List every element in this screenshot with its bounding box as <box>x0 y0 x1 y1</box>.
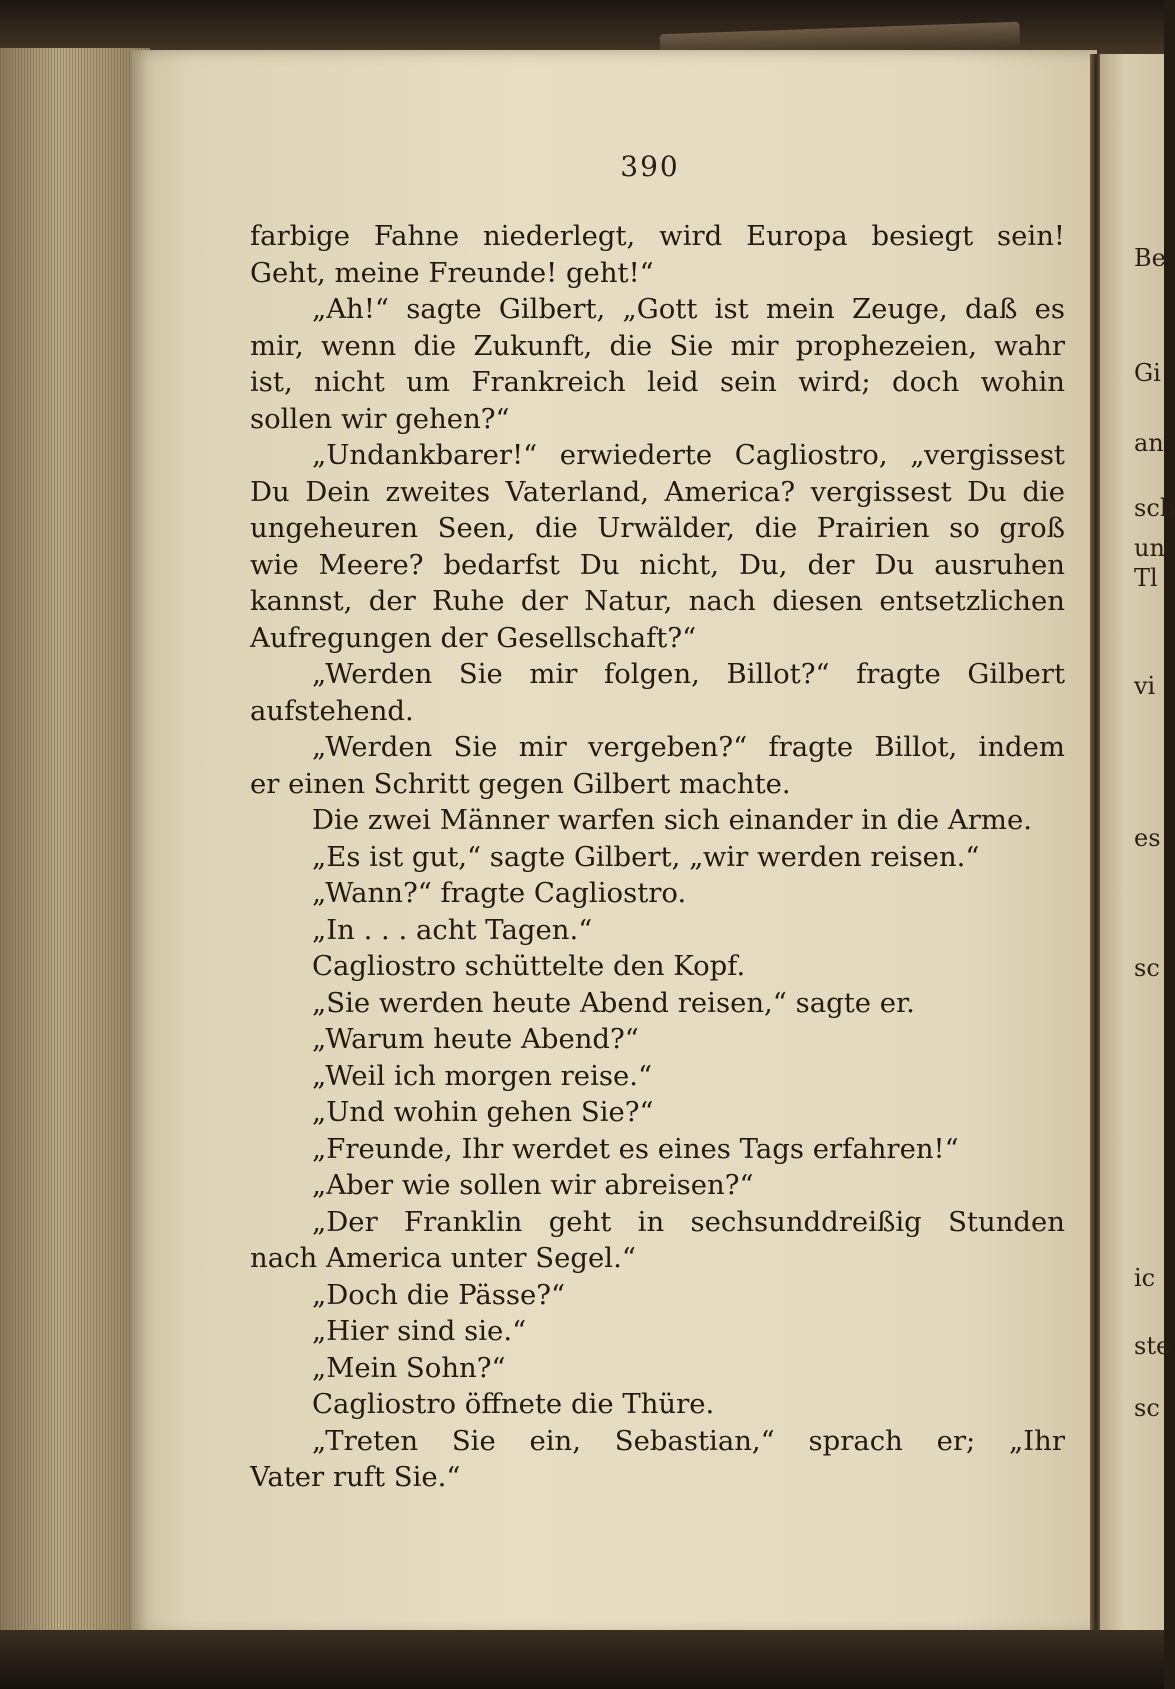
facing-page-fragment: sch <box>1134 494 1175 522</box>
text-line: „Treten Sie ein, Sebastian,“ sprach er; „Ihr <box>312 1424 1065 1457</box>
facing-page-fragment: sc <box>1134 1394 1160 1422</box>
facing-page-fragment: Tl <box>1134 564 1158 592</box>
page-number: 390 <box>620 150 680 183</box>
text-line: „Freunde, Ihr werdet es eines Tags erfahren!“ <box>312 1132 959 1165</box>
text-line: „Der Franklin geht in sechsunddreißig Stunden <box>312 1205 1065 1238</box>
book-cover-bottom <box>0 1630 1164 1689</box>
text-line: sollen wir gehen?“ <box>250 402 510 435</box>
text-line: aufstehend. <box>250 694 414 727</box>
page-text <box>250 218 1065 1496</box>
text-line: ungeheuren Seen, die Urwälder, die Prairien so groß <box>250 512 1065 544</box>
text-line: „Weil ich morgen reise.“ <box>312 1059 653 1092</box>
facing-page-fragment: Gi <box>1134 359 1161 387</box>
facing-page-fragment: an <box>1134 429 1164 457</box>
facing-page-fragment: Be <box>1134 244 1166 272</box>
text-line: Du Dein zweites Vaterland, America? vergissest Du die <box>250 475 1065 508</box>
text-line: „Ah!“ sagte Gilbert, „Gott ist mein Zeuge, daß es <box>312 293 1065 325</box>
text-line: „In . . . acht Tagen.“ <box>312 913 593 946</box>
text-line: er einen Schritt gegen Gilbert machte. <box>250 767 791 800</box>
facing-page <box>1100 54 1175 1634</box>
text-line: „Undankbarer!“ erwiederte Cagliostro, „vergissest <box>312 439 1065 471</box>
text-line: „Hier sind sie.“ <box>312 1315 527 1347</box>
text-line: mir, wenn die Zukunft, die Sie mir prophezeien, wahr <box>250 329 1065 362</box>
text-line: Die zwei Männer warfen sich einander in die Arme. <box>312 804 1032 836</box>
text-line: Aufregungen der Gesellschaft?“ <box>250 621 697 654</box>
text-line: „Warum heute Abend?“ <box>312 1023 639 1055</box>
text-line: ist, nicht um Frankreich leid sein wird; doch wohin <box>250 366 1065 398</box>
facing-page-fragment: ic <box>1134 1264 1156 1292</box>
text-line: „Werden Sie mir folgen, Billot?“ fragte Gilbert <box>312 658 1065 690</box>
text-line: „Wann?“ fragte Cagliostro. <box>312 877 687 909</box>
text-line: Geht, meine Freunde! geht!“ <box>250 256 654 289</box>
facing-page-fragment: vi <box>1134 672 1156 700</box>
text-line: „Werden Sie mir vergeben?“ fragte Billot, indem <box>312 731 1065 763</box>
text-line: „Und wohin gehen Sie?“ <box>312 1096 654 1128</box>
text-line: „Doch die Pässe?“ <box>312 1278 566 1311</box>
facing-page-fragment: ste <box>1134 1332 1171 1360</box>
facing-page-fragment: un <box>1134 534 1165 562</box>
text-line: „Sie werden heute Abend reisen,“ sagte er. <box>312 986 915 1019</box>
text-line: Cagliostro schüttelte den Kopf. <box>312 950 746 982</box>
text-line: „Mein Sohn?“ <box>312 1351 506 1384</box>
facing-page-fragment: es <box>1134 824 1161 852</box>
text-line: wie Meere? bedarfst Du nicht, Du, der Du ausruhen <box>250 548 1065 581</box>
text-line: farbige Fahne niederlegt, wird Europa besiegt sein! <box>250 220 1065 252</box>
page-edges <box>0 48 150 1638</box>
text-line: Cagliostro öffnete die Thüre. <box>312 1388 715 1420</box>
facing-page-fragment: sc <box>1134 954 1160 982</box>
text-line: kannst, der Ruhe der Natur, nach diesen entsetzlichen <box>250 585 1065 617</box>
text-line: nach America unter Segel.“ <box>250 1242 636 1274</box>
text-line: Vater ruft Sie.“ <box>250 1461 461 1493</box>
text-line: „Aber wie sollen wir abreisen?“ <box>312 1169 754 1201</box>
text-line: „Es ist gut,“ sagte Gilbert, „wir werden reisen.“ <box>312 840 980 873</box>
